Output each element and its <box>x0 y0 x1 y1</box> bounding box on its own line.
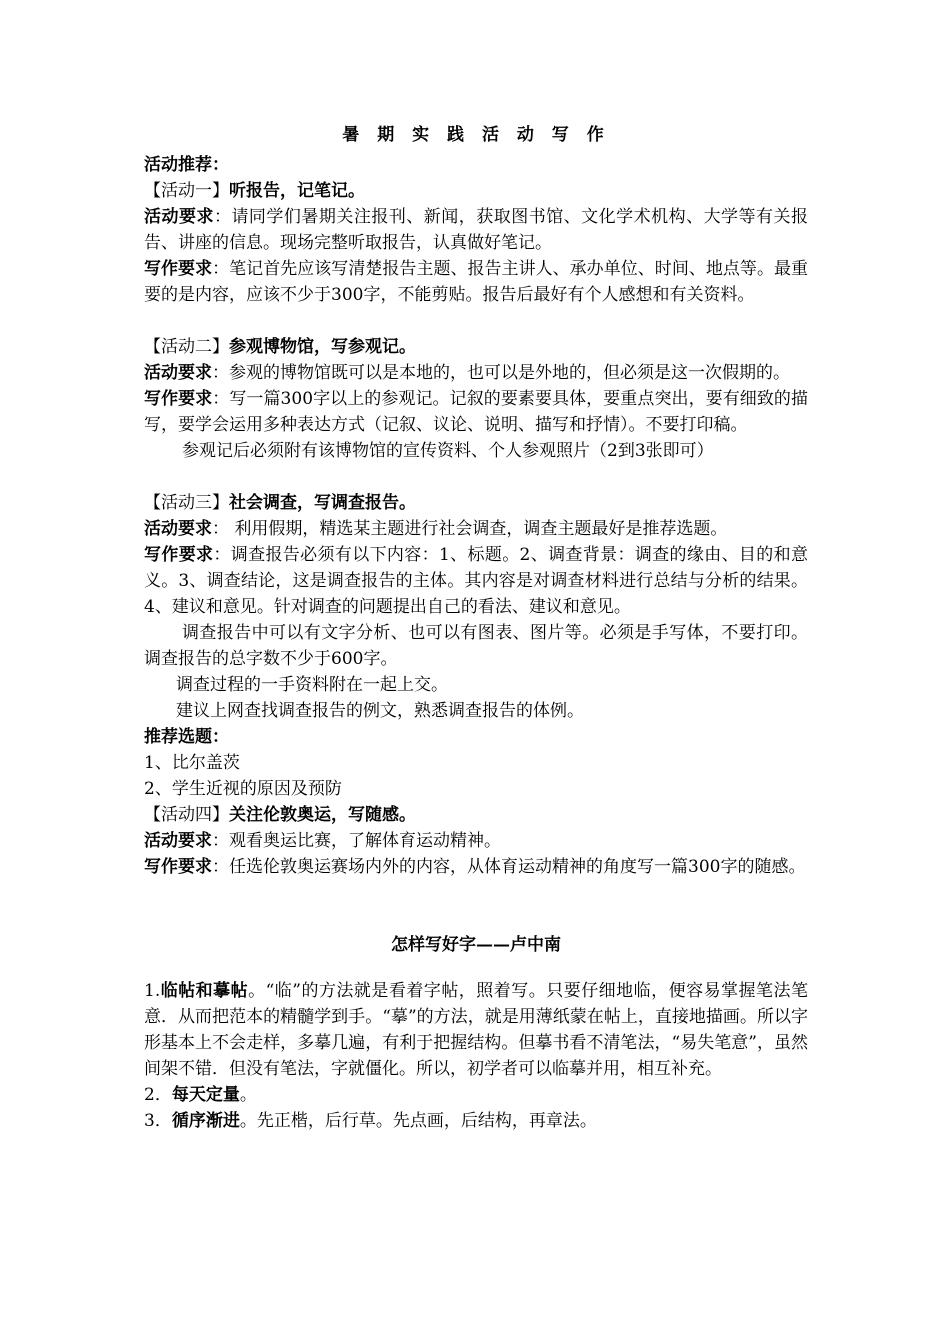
topics-heading: 推荐选题： <box>144 727 229 747</box>
activity-4-writing: 写作要求：任选伦敦奥运赛场内外的内容，从体育运动精神的角度写一篇300字的随感。 <box>144 857 806 877</box>
page-title: 暑 期 实 践 活 动 写 作 <box>342 125 610 145</box>
activity-1-requirement: 活动要求：请同学们暑期关注报刊、新闻，获取图书馆、文化学术机构、大学等有关报告、讲座的信息。现场完整听取报告，认真做好笔记。 <box>144 207 809 253</box>
activity-1-heading: 【活动一】听报告，记笔记。 <box>144 181 365 201</box>
recommend-heading: 活动推荐： <box>144 155 229 175</box>
tip-2: 2．每天定量。 <box>144 1085 257 1105</box>
activity-2-writing: 写作要求：写一篇300字以上的参观记。记叙的要素要具体，要重点突出，要有细致的描写，要学会运用多种表达方式（记叙、议论、说明、描写和抒情）。不要打印稿。 <box>144 389 808 435</box>
activity-3-note-2: 调查过程的一手资料附在一起上交。 <box>176 675 448 695</box>
section-2-title: 怎样写好字——卢中南 <box>391 935 561 955</box>
activity-3-writing: 写作要求：调查报告必须有以下内容：1、标题。2、调查背景：调查的缘由、目的和意义。3、调查结论，这是调查报告的主体。其内容是对调查材料进行总结与分析的结果。4、建议和意见。针对调查的问题提出自己的看法、建议和意见。 <box>144 545 808 617</box>
activity-3-requirement: 活动要求： 利用假期，精选某主题进行社会调查，调查主题最好是推荐选题。 <box>144 519 728 539</box>
topic-item: 2、学生近视的原因及预防 <box>144 779 342 799</box>
activity-2-heading: 【活动二】参观博物馆，写参观记。 <box>144 337 416 357</box>
tip-3: 3．循序渐进。先正楷，后行草。先点画，后结构，再章法。 <box>144 1111 597 1131</box>
activity-3-note-3: 建议上网查找调查报告的例文，熟悉调查报告的体例。 <box>176 701 584 721</box>
activity-2-note: 参观记后必须附有该博物馆的宣传资料、个人参观照片（2到3张即可） <box>182 441 714 461</box>
activity-4-heading: 【活动四】关注伦敦奥运，写随感。 <box>144 805 416 825</box>
topic-item: 1、比尔盖茨 <box>144 753 240 773</box>
activity-3-heading: 【活动三】社会调查，写调查报告。 <box>144 493 416 513</box>
tip-1: 1.临帖和摹帖。“临”的方法就是看着字帖，照着写。只要仔细地临，便容易掌握笔法笔意．从而把范本的精髓学到手。“摹”的方法，就是用薄纸蒙在帖上，直接地描画。所以字形基本上不会走样，多摹几遍，有利于把握结构。但摹书看不清笔法，“易失笔意”，虽然间架不错．但没有笔法，字就僵化。所以，初学者可以临摹并用，相互补充。 <box>144 981 808 1079</box>
document-page <box>144 120 808 1134</box>
activity-4-requirement: 活动要求：观看奥运比赛，了解体育运动精神。 <box>144 831 501 851</box>
activity-2-requirement: 活动要求：参观的博物馆既可以是本地的，也可以是外地的，但必须是这一次假期的。 <box>144 363 790 383</box>
activity-1-writing: 写作要求：笔记首先应该写清楚报告主题、报告主讲人、承办单位、时间、地点等。最重要的是内容，应该不少于300字，不能剪贴。报告后最好有个人感想和有关资料。 <box>144 259 809 305</box>
activity-3-note-1: 调查报告中可以有文字分析、也可以有图表、图片等。必须是手写体，不要打印。调查报告的总字数不少于600字。 <box>144 623 808 669</box>
